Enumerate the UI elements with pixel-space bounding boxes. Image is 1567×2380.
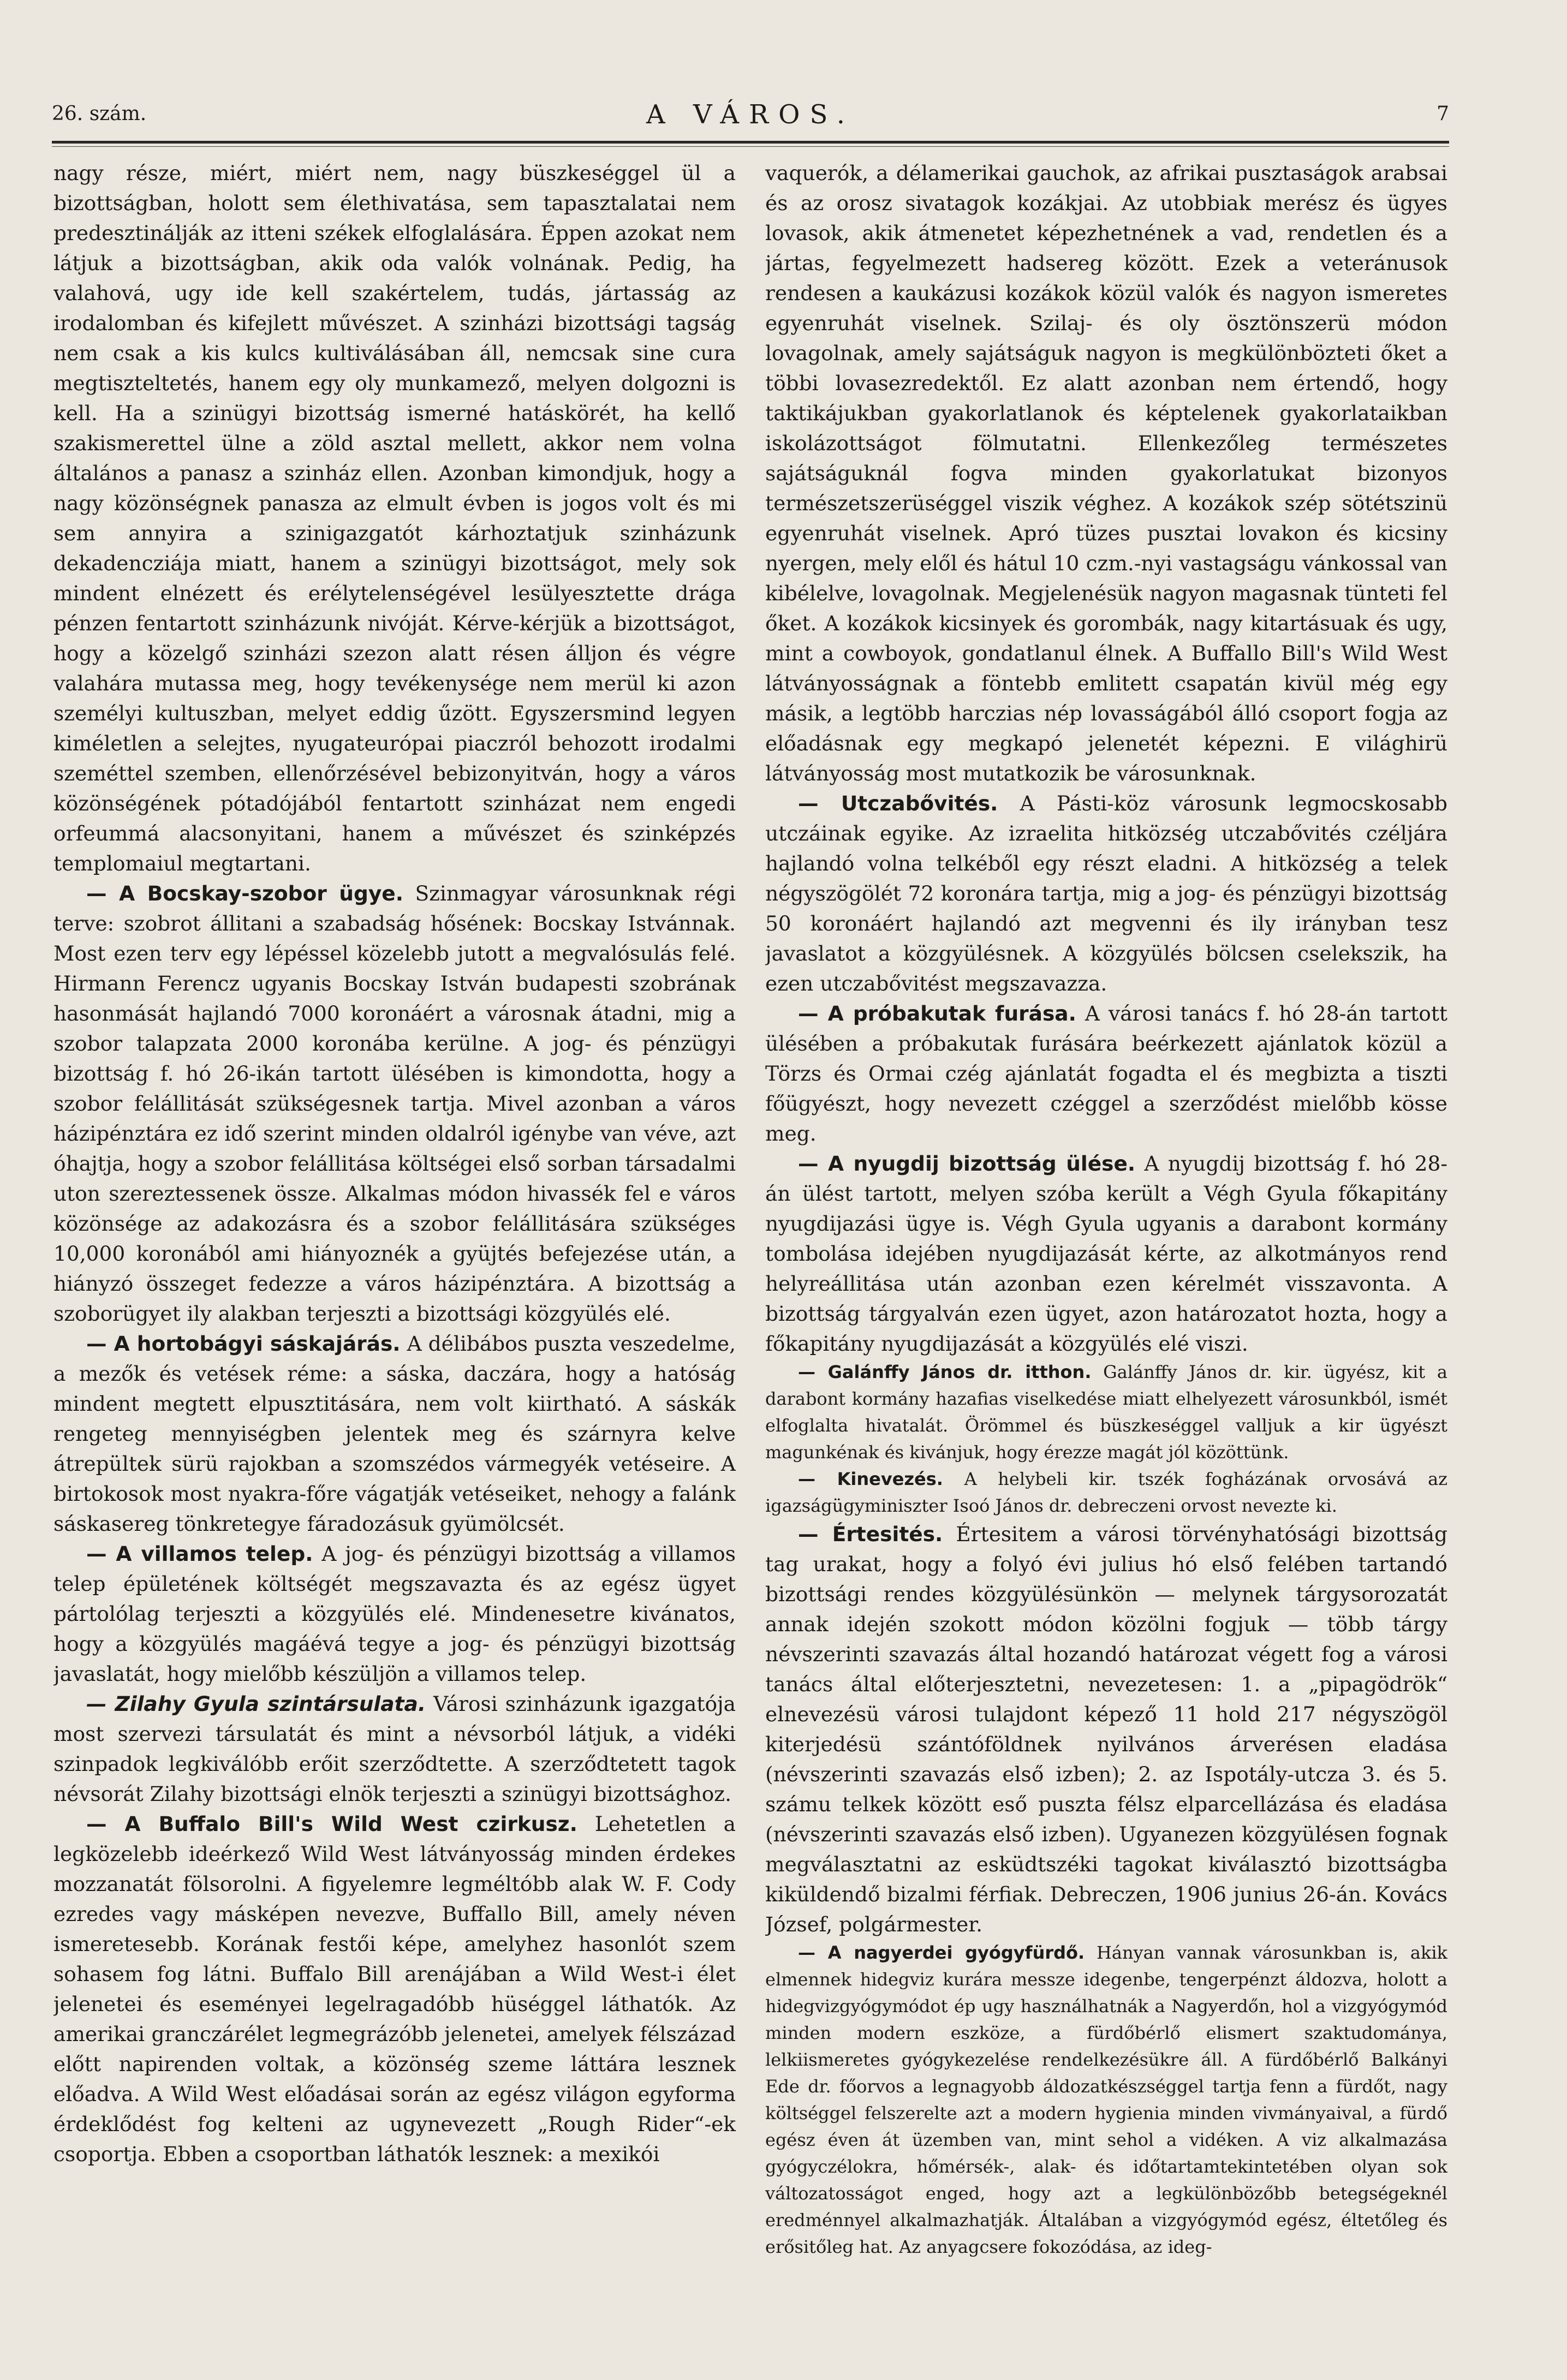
article-street-widening: — Utczabővités. A Pásti-köz városunk legmocskosabb utczáinak egyike. Az izraelita hitközség utczabővités czéljára hajlandó volna telkéből egy részt eladni. A hitközség a telek négyszögölét 72 koronára tartja, mig a jog- és pénzügyi bizottság 50 koronáért hajlandó azt megvenni és ily irányban tesz javaslatot a közgyülésnek. A közgyülés bölcsen cselekszik, ha ezen utczabővitést megszavazza. (765, 791, 1447, 995)
article-heading: — A hortobágyi sáskajárás. (86, 1332, 401, 1356)
right-column (765, 158, 1447, 2336)
article-heading: — Értesités. (798, 1522, 943, 1546)
article-heading: — Zilahy Gyula szintársulata. (86, 1692, 426, 1716)
article-notice: — Értesités. Értesitem a városi törvényhatósági bizottság tag urakat, hogy a folyó évi julius hó első felében tartandó bizottsági rendes közgyülésünkön — melynek tárgysorozatát annak idején szokott módon közölni fogjuk — több tárgy névszerinti szavazás által hozandó határozat végett fog a városi tanács által előterjesztetni, nevezetesen: 1. a „pipagödrök“ elnevezésü városi tulajdont képező 11 hold 217 négyszögöl kiterjedésü szántóföldnek nyilvános árverésen eladása (névszerinti szavazás első izben); 2. az Ispotály-utcza 3. és 5. számu telkek között eső puszta félsz elparcellázása és eladása (névszerinti szavazás első izben). Ugyanezen közgyülésen fognak megválasztatni az esküdtszéki tagokat kiválasztó bizottságba kiküldendő bizalmi férfiak. Debreczen, 1906 junius 26-án. Kovács József, polgármester. (765, 1522, 1447, 1936)
article-heading: — A próbakutak furása. (798, 1001, 1076, 1025)
article-test-wells: — A próbakutak furása. A városi tanács f. hó 28-án tartott ülésében a próbakutak furására beérkezett ajánlatok közül a Törzs és Ormai czég ajánlatát fogadta el és megbizta a tiszti főügyészt, hogy nevezett czéggel a szerződést mielőbb kösse meg. (765, 1001, 1447, 1146)
article-bocskay-statue: — A Bocskay-szobor ügye. Szinmagyar városunknak régi terve: szobrot állitani a szabadság hősének: Bocskay Istvánnak. Most ezen terv egy lépéssel közelebb jutott a megvalósulás felé. Hirmann Ferencz ugyanis Bocskay István budapesti szobrának hasonmását hajlandó 7000 koronáért a városnak átadni, mig a szobor talapzata 2000 koronába kerülne. A jog- és pénzügyi bizottság f. hó 26-ikán tartott ülésében is kimondotta, hogy a szobor felállitását szükségesnek tartja. Mivel azonban a város házipénztára ez idő szerint minden oldalról igénybe van véve, azt óhajtja, hogy a szobor felállitása költségei első sorban társadalmi uton szereztessenek össze. Alkalmas módon hivassék fel e város közönsége az adakozásra és a szobor felállitására szükséges 10,000 koronából ami hiányoznék a gyüjtés befejezése után, a hiányzó összeget fedezze a város házipénztára. A bizottság a szoborügyet ily alakban terjeszti a bizottsági közgyülés elé. (53, 881, 736, 1326)
issue-number: 26. szám. (52, 103, 147, 125)
header-rule (52, 141, 1449, 144)
article-galanffy: — Galánffy János dr. itthon. Galánffy János dr. kir. ügyész, kit a darabont kormány hazafias viselkedése miatt elhelyezett városunkból, ismét elfoglalta hivatalát. Örömmel és büszkeséggel valljuk a kir ügyészt magunkénak és kivánjuk, hogy érezze magát jól közöttünk. (765, 1362, 1447, 1463)
header-rule-thin (52, 146, 1449, 147)
newspaper-title: A VÁROS. (646, 99, 855, 130)
article-heading: — A Buffalo Bill's Wild West czirkusz. (86, 1812, 577, 1836)
article-electric-plant: — A villamos telep. A jog- és pénzügyi bizottság a villamos telep épületének költségét megszavazta és az egész ügyet pártolólag terjeszti a közgyülés elé. Mindenesetre kivánatos, hogy a közgyülés magáévá tegye a jog- és pénzügyi bizottság javaslatát, hogy mielőbb készüljön a villamos telep. (53, 1542, 736, 1686)
article-pension-committee: — A nyugdij bizottság ülése. A nyugdij bizottság f. hó 28-án ülést tartott, melyen szóba került a Végh Gyula főkapitány nyugdijazási ügye is. Végh Gyula ugyanis a darabont kormány tombolása idejében nyugdijazását kérte, az alkotmányos rend helyreállitása után azonban ezen kérelmét visszavonta. A bizottság tárgyalván ezen ügyet, azon határozatot hozta, hogy a főkapitány nyugdijazását a közgyülés elé viszi. (765, 1152, 1447, 1356)
article-heading: — A nyugdij bizottság ülése. (798, 1152, 1136, 1176)
article-heading: — Galánffy János dr. itthon. (798, 1362, 1092, 1382)
article-buffalo-bill: — A Buffalo Bill's Wild West czirkusz. Lehetetlen a legközelebb ideérkező Wild West látványosság minden érdekes mozzanatát fölsorolni. A figyelemre legméltóbb alak W. F. Cody ezredes vagy másképen nevezve, Buffallo Bill, amely néven ismeretesebb. Korának festői képe, amelyhez hasonlót szem sohasem fog látni. Buffalo Bill arenájában a Wild West-i élet jelenetei és eseményei legelragadóbb hüséggel láthatók. Az amerikai granczárélet legmegrázóbb jelenetei, amelyek félszázad előtt napirenden voltak, a közönség szeme láttára lesznek előadva. A Wild West előadásai során az egész világon egyforma érdeklődést fog kelteni az ugynevezett „Rough Rider“-ek csoportja. Ebben a csoportban láthatók lesznek: a mexikói (53, 1812, 736, 2166)
article-hortobagy-locusts: — A hortobágyi sáskajárás. A délibábos puszta veszedelme, a mezők és vetések réme: a sáska, daczára, hogy a hatóság mindent megtett elpusztitására, nem volt kiirtható. A sáskák rengeteg mennyiségben jelentek meg és szárnyra kelve átrepültek sürü rajokban a szomszédos vármegyék vetéseire. A birtokosok most nyakra-főre vágatják vetéseiket, nehogy a falánk sáskasereg tönkretegye fáradozásuk gyümölcsét. (53, 1332, 736, 1536)
article-heading: — Kinevezés. (798, 1469, 943, 1489)
article-zilahy-company: — Zilahy Gyula szintársulata. Városi szinházunk igazgatója most szervezi társulatát és mint a névsorból látjuk, a vidéki szinpadok legkiválóbb erőit szerződtette. A szerződtetett tagok névsorát Zilahy bizottsági elnök terjeszti a szinügyi bizottsághoz. (53, 1692, 736, 1806)
article-theatre-committee-continued: nagy része, miért, miért nem, nagy büszkeséggel ül a bizottságban, holott sem élethivatása, sem tapasztalatai nem predesztinálják az itteni székek elfoglalására. Éppen azokat nem látjuk a bizottságban, akik oda valók volnának. Pedig, ha valahová, ugy ide kell szakértelem, tudás, jártasság az irodalomban és kifejlett művészet. A szinházi bizottsági tagság nem csak a kis kulcs kultiválásában áll, nemcsak sine cura megtiszteltetés, hanem egy oly munkamező, melyen dolgozni is kell. Ha a szinügyi bizottság ismerné hatáskörét, ha kellő szakismerettel ülne a zöld asztal mellett, akkor nem volna általános a panasz a szinház ellen. Azonban kimondjuk, hogy a nagy közönségnek panasza az elmult évben is jogos volt és mi sem annyira a szinigazgatót kárhoztatjuk szinházunk dekadencziája miatt, hanem a szinügyi bizottságot, mely sok mindent elnézett és erélytelenségével lesülyesztette drága pénzen fentartott szinházunk nivóját. Kérve-kérjük a bizottságot, hogy a közelgő szinházi szezon alatt résen álljon és végre valahára mutassa meg, hogy tevékenysége nem merül ki azon személyi kultuszban, melyet eddig űzött. Egyszersmind legyen kiméletlen a selejtes, nyugateurópai piaczról behozott irodalmi szeméttel szemben, ellenőrzésével bebizonyitván, hogy a város közönségének pótadójából fentartott szinházat nem engedi orfeummá alacsonyitani, hanem a művészet és szinképzés templomaiul megtartani. (53, 161, 736, 875)
page-number: 7 (1437, 103, 1449, 125)
article-heading: — A villamos telep. (86, 1542, 313, 1566)
article-heading: — Utczabővités. (798, 791, 998, 815)
article-heading: — A Bocskay-szobor ügye. (86, 881, 403, 905)
article-heading: — A nagyerdei gyógyfürdő. (798, 1942, 1085, 1963)
article-nagyerdo-spa: — A nagyerdei gyógyfürdő. Hányan vannak városunkban is, akik elmennek hidegviz kurára messze idegenbe, tengerpénzt áldozva, holott a hidegvizgyógymódot ép ugy használhatnák a Nagyerdőn, hol a vizgyógymód minden modern eszköze, a fürdőbérlő elismert szaktudománya, lelkiismeretes gyógykezelése rendelkezésükre áll. A fürdőbérlő Balkányi Ede dr. főorvos a legnagyobb áldozatkészséggel tartja fenn a fürdőt, nagy költséggel felszerelte azt a modern hygienia minden vivmányaival, a fürdő egész éven át üzemben van, mint sehol a vidéken. A viz alkalmazása gyógyczélokra, hőmérsék-, alak- és időtartamtekintetében olyan sok változatosságot enged, hogy azt a legkülönbözőbb betegségeknél eredménnyel alkalmazhatják. Általában a vizgyógymód egész, éltetőleg és erősitőleg hat. Az anyagcsere fokozódása, az ideg- (765, 1942, 1447, 2257)
left-column (53, 158, 736, 2336)
article-appointment: — Kinevezés. A helybeli kir. tszék fogházának orvosává az igazságügyminiszter Isoó János dr. debreczeni orvost nevezte ki. (765, 1469, 1447, 1516)
article-buffalo-bill-continued: vaquerók, a délamerikai gauchok, az afrikai pusztaságok arabsai és az orosz sivatagok kozákjai. Az utobbiak merész és ügyes lovasok, akik átmenetet képezhetnének a vad, rendetlen és a jártas, fegyelmezett hadsereg között. Ezek a veteránusok rendesen a kaukázusi kozákok közül valók és nagyon ismeretes egyenruhát viselnek. Szilaj- és oly ösztönszerü módon lovagolnak, amely sajátságuk nagyon is megkülönbözteti őket a többi lovasezredektől. Ez alatt azonban nem értendő, hogy taktikájukban gyakorlatlanok és képtelenek gyakorlataikban iskolázottságot fölmutatni. Ellenkezőleg természetes sajátságuknál fogva minden gyakorlatukat bizonyos természetszerüséggel viszik véghez. A kozákok szép sötétszinü egyenruhát viselnek. Apró tüzes pusztai lovakon és kicsiny nyergen, mely elől és hátul 10 czm.-nyi vastagságu vánkossal van kibélelve, lovagolnak. Megjelenésük nagyon magasnak tünteti fel őket. A kozákok kicsinyek és gorombák, nagy kitartásuak és ugy, mint a cowboyok, gondatlanul élnek. A Buffallo Bill's Wild West látványosságnak a föntebb emlitett csapatán kivül még egy másik, a legtöbb harczias nép lovasságából álló csoport fogja az előadásnak egy megkapó jelenetét képezni. E világhirü látványosság most mutatkozik be városunknak. (765, 161, 1447, 785)
page-header (52, 99, 1449, 138)
